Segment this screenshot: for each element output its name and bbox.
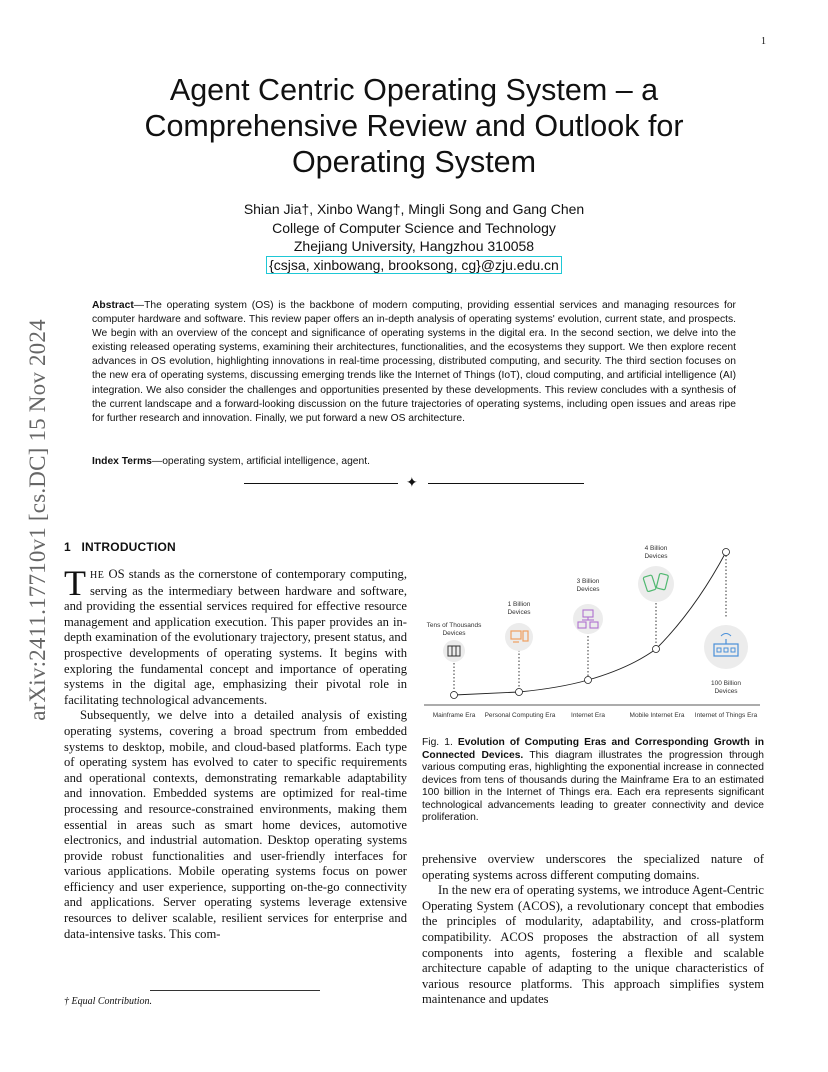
data-point-2 (516, 689, 523, 696)
device-label-2-line1: 1 Billion (507, 601, 531, 608)
paper-title: Agent Centric Operating System – a Comprehensive Review and Outlook for Operating System (144, 73, 684, 179)
data-point-3 (585, 677, 592, 684)
footnote: † Equal Contribution. (64, 996, 153, 1007)
intro-paragraph-1-text: OS stands as the cornerstone of contemporary computing, serving as the intermediary between hardware and software, and providing the essential services required for effective resource management and application execution. This paper provides an in-depth examination of the evolutionary trajectory, present status, and prospective developments of operating systems. It begins with exploring the fundamental concept and importance of operating systems in the digital age, emphasizing their pivotal role in facilitating technological advancements. (64, 567, 407, 707)
section-title: INTRODUCTION (81, 540, 176, 554)
device-label-2-line2: Devices (507, 609, 531, 616)
dropcap: T (64, 563, 86, 603)
figure-eras (420, 540, 764, 724)
mainframe-icon (443, 640, 465, 662)
device-label-1-line2: Devices (442, 630, 466, 637)
caption-title: Evolution of Computing Eras and Corresponding Growth in Connected Devices. (422, 737, 764, 761)
right-paragraph-2: In the new era of operating systems, we introduce Agent-Centric Operating System (ACOS), a revolutionary concept that embodies the principles of modularity, adaptability, and cross-platform compatibility. ACOS proposes the abstraction of all system components into agents, fostering a flexible and scalable architecture capable of adapting to the unique characteristics of various resource platforms. This approach simplifies system maintenance and updates (422, 883, 764, 1007)
caption-label: Fig. 1. (422, 737, 453, 748)
iot-icon (704, 625, 748, 669)
author-names: Shian Jia†, Xinbo Wang†, Mingli Song and Gang Chen (243, 201, 585, 217)
index-terms (92, 456, 736, 467)
abstract-text: —The operating system (OS) is the backbone of modern computing, providing essential services and managing resources for computer hardware and software. This review paper offers an in-depth analysis of operating systems' evolution, current state, and prospects. We begin with an overview of the concept and significance of operating systems in the digital era. In the second section, we delve into the existing released operating systems, examining their architectures, functionalities, and the ecosystems they support. We then explore recent advances in OS evolution, highlighting innovations in real-time processing, distributed computing, and security. The third section focuses on the new era of operating systems, discussing emerging trends like the Internet of Things (IoT), cloud computing, and artificial intelligence (AI) integration. We also consider the challenges and opportunities presented by these developments. This review concludes with a synthesis of the current landscape and a forward-looking discussion on the future trajectories of operating systems, including open issues and areas ripe for further research and innovation. Finally, we put forward a new OS architecture. (92, 300, 736, 424)
separator-left (244, 483, 398, 484)
email-link[interactable]: {csjsa, xinbowang, brooksong, cg}@zju.edu.cn (266, 256, 562, 274)
device-label-4-line2: Devices (644, 553, 668, 560)
page-number: 1 (761, 36, 766, 47)
era-label-internet: Internet Era (571, 712, 605, 719)
era-label-mobile-internet: Mobile Internet Era (629, 712, 685, 719)
author-block (100, 200, 728, 274)
abstract-label: Abstract (92, 300, 134, 311)
left-column (64, 540, 407, 942)
abstract (92, 299, 736, 426)
figure-caption (422, 737, 764, 825)
arxiv-sidebar (18, 280, 58, 760)
intro-paragraph-2: Subsequently, we delve into a detailed analysis of existing operating systems, covering a broad spectrum from embedded systems to desktop, mobile, and cloud-based platforms. Each type of operating system has evolved to cater to specific requirements and operational contexts, demonstrating remarkable adaptability and innovation. Embedded systems are optimized for real-time processing and resource-constrained environments, making them essential in areas such as smart home devices, automotive electronics, and industrial automation. Desktop operating systems provide robust functionalities and user-friendly interfaces for various applications. Mobile operating systems focus on power efficiency and user experience, supporting on-the-go connectivity and applications. Server operating systems leverage extensive resources to deliver scalable, resilient services for enterprise and data-intensive tasks. This com- (64, 708, 407, 941)
affiliation-university: Zhejiang University, Hangzhou 310058 (293, 238, 535, 255)
data-point-1 (451, 692, 458, 699)
section-number: 1 (64, 540, 71, 554)
index-terms-text: —operating system, artificial intelligence, agent. (151, 456, 370, 467)
era-label-personal-computing: Personal Computing Era (484, 712, 556, 719)
index-terms-label: Index Terms (92, 456, 152, 467)
era-label-mainframe: Mainframe Era (432, 712, 476, 719)
device-label-3-line1: 3 Billion (576, 578, 600, 585)
data-point-4 (653, 646, 660, 653)
device-label-3-line2: Devices (576, 586, 600, 593)
affiliation-college: College of Computer Science and Technology (272, 219, 556, 236)
separator-right (428, 483, 584, 484)
mobile-internet-icon (638, 566, 674, 602)
smallcaps-word: HE (90, 570, 105, 581)
intro-paragraph-1 (64, 563, 407, 708)
device-label-5-line2: Devices (714, 688, 738, 695)
era-label-iot: Internet of Things Era (694, 712, 758, 719)
eras-diagram (420, 540, 764, 724)
device-label-5-line1: 100 Billion (711, 680, 741, 687)
device-label-1-line1: Tens of Thousands (426, 622, 482, 629)
section-heading (64, 540, 407, 554)
internet-icon (573, 604, 603, 634)
right-paragraph-1: prehensive overview underscores the specialized nature of operating systems across different computing domains. (422, 852, 764, 882)
device-label-4-line1: 4 Billion (644, 545, 668, 552)
separator-diamond-icon: ✦ (406, 476, 418, 491)
footnote-rule (150, 990, 320, 991)
data-point-5 (723, 549, 730, 556)
arxiv-id: arXiv:2411.17710v1 [cs.DC] 15 Nov 2024 (25, 319, 50, 721)
caption-text: This diagram illustrates the progression through various computing eras, highlighting the exponential increase in connected devices from tens of thousands during the Mainframe Era to an estimated 100 billion in the Internet of Things era. Each era represents significant technological advancements leading to greater connectivity and device proliferation. (422, 749, 764, 823)
personal-computer-icon (505, 623, 533, 651)
right-column (422, 852, 764, 1008)
